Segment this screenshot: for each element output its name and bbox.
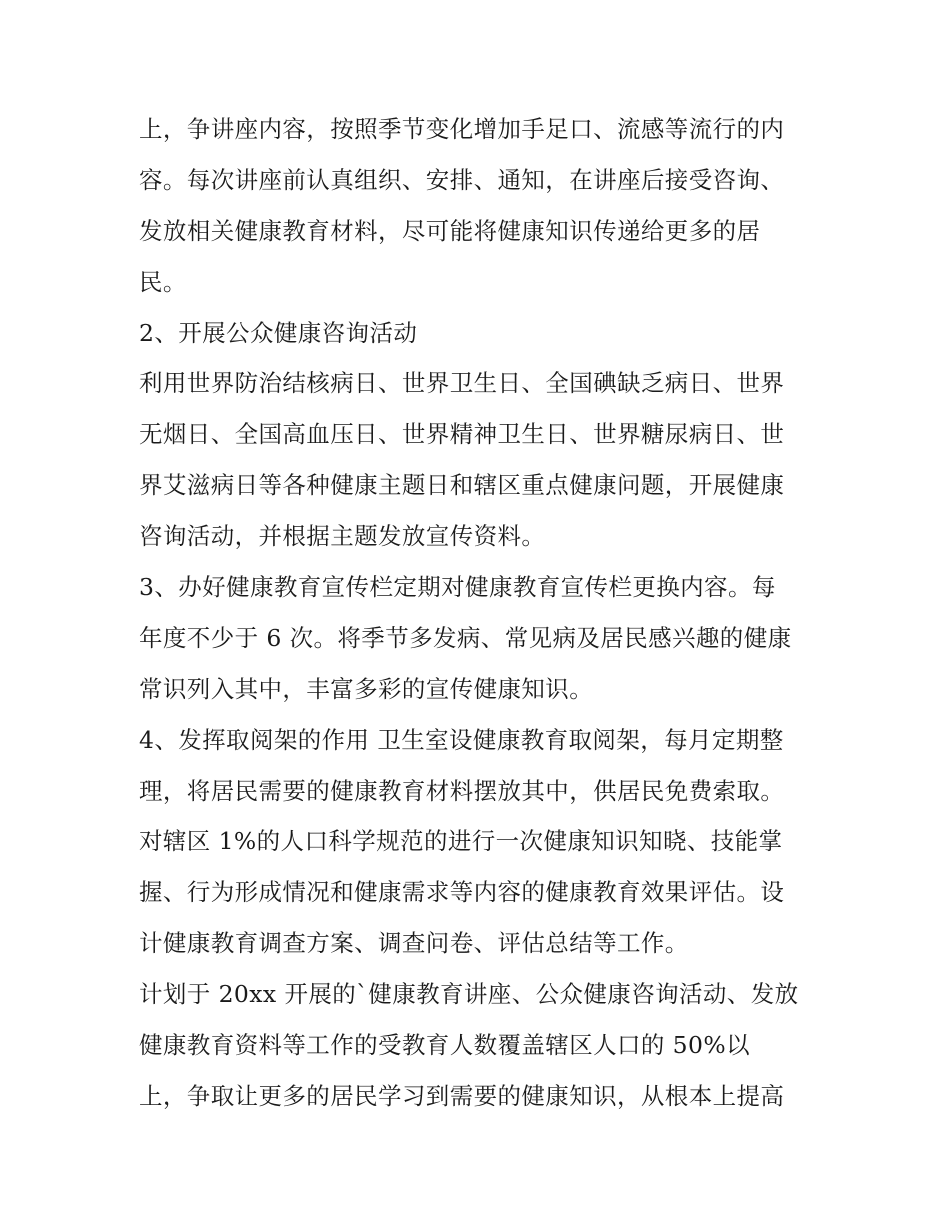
text-line: 界艾滋病日等各种健康主题日和辖区重点健康问题，开展健康 bbox=[139, 471, 785, 500]
text-line: 年度不少于 6 次。将季节多发病、常见病及居民感兴趣的健康 bbox=[139, 623, 792, 652]
text-line: 计划于 20xx 开展的`健康教育讲座、公众健康咨询活动、发放 bbox=[139, 980, 799, 1009]
text-line: 常识列入其中，丰富多彩的宣传健康知识。 bbox=[139, 674, 594, 703]
text-line: 上，争讲座内容，按照季节变化增加手足口、流感等流行的内 bbox=[139, 115, 785, 143]
text-line: 咨询活动，并根据主题发放宣传资料。 bbox=[139, 522, 546, 551]
text-line: 握、行为形成情况和健康需求等内容的健康教育效果评估。设 bbox=[139, 878, 785, 907]
document-body bbox=[139, 104, 819, 1122]
text-line: 上，争取让更多的居民学习到需要的健康知识，从根本上提高 bbox=[139, 1081, 785, 1110]
text-line: 健康教育资料等工作的受教育人数覆盖辖区人口的 50%以 bbox=[139, 1031, 751, 1060]
section-heading: 2、开展公众健康咨询活动 bbox=[139, 318, 418, 347]
text-line: 民。 bbox=[139, 267, 187, 296]
text-line: 无烟日、全国高血压日、世界精神卫生日、世界糖尿病日、世 bbox=[139, 420, 785, 449]
text-line: 理，将居民需要的健康教育材料摆放其中，供居民免费索取。 bbox=[139, 776, 785, 805]
text-line: 对辖区 1%的人口科学规范的进行一次健康知识知晓、技能掌 bbox=[139, 827, 783, 856]
section-heading: 4、发挥取阅架的作用 卫生室设健康教育取阅架，每月定期整 bbox=[139, 725, 784, 754]
text-line: 发放相关健康教育材料，尽可能将健康知识传递给更多的居 bbox=[139, 216, 761, 245]
text-line: 计健康教育调查方案、调查问卷、评估总结等工作。 bbox=[139, 929, 689, 958]
text-line: 容。每次讲座前认真组织、安排、通知，在讲座后接受咨询、 bbox=[139, 165, 785, 194]
section-heading: 3、办好健康教育宣传栏定期对健康教育宣传栏更换内容。每 bbox=[139, 573, 776, 602]
text-line: 利用世界防治结核病日、世界卫生日、全国碘缺乏病日、世界 bbox=[139, 369, 785, 398]
